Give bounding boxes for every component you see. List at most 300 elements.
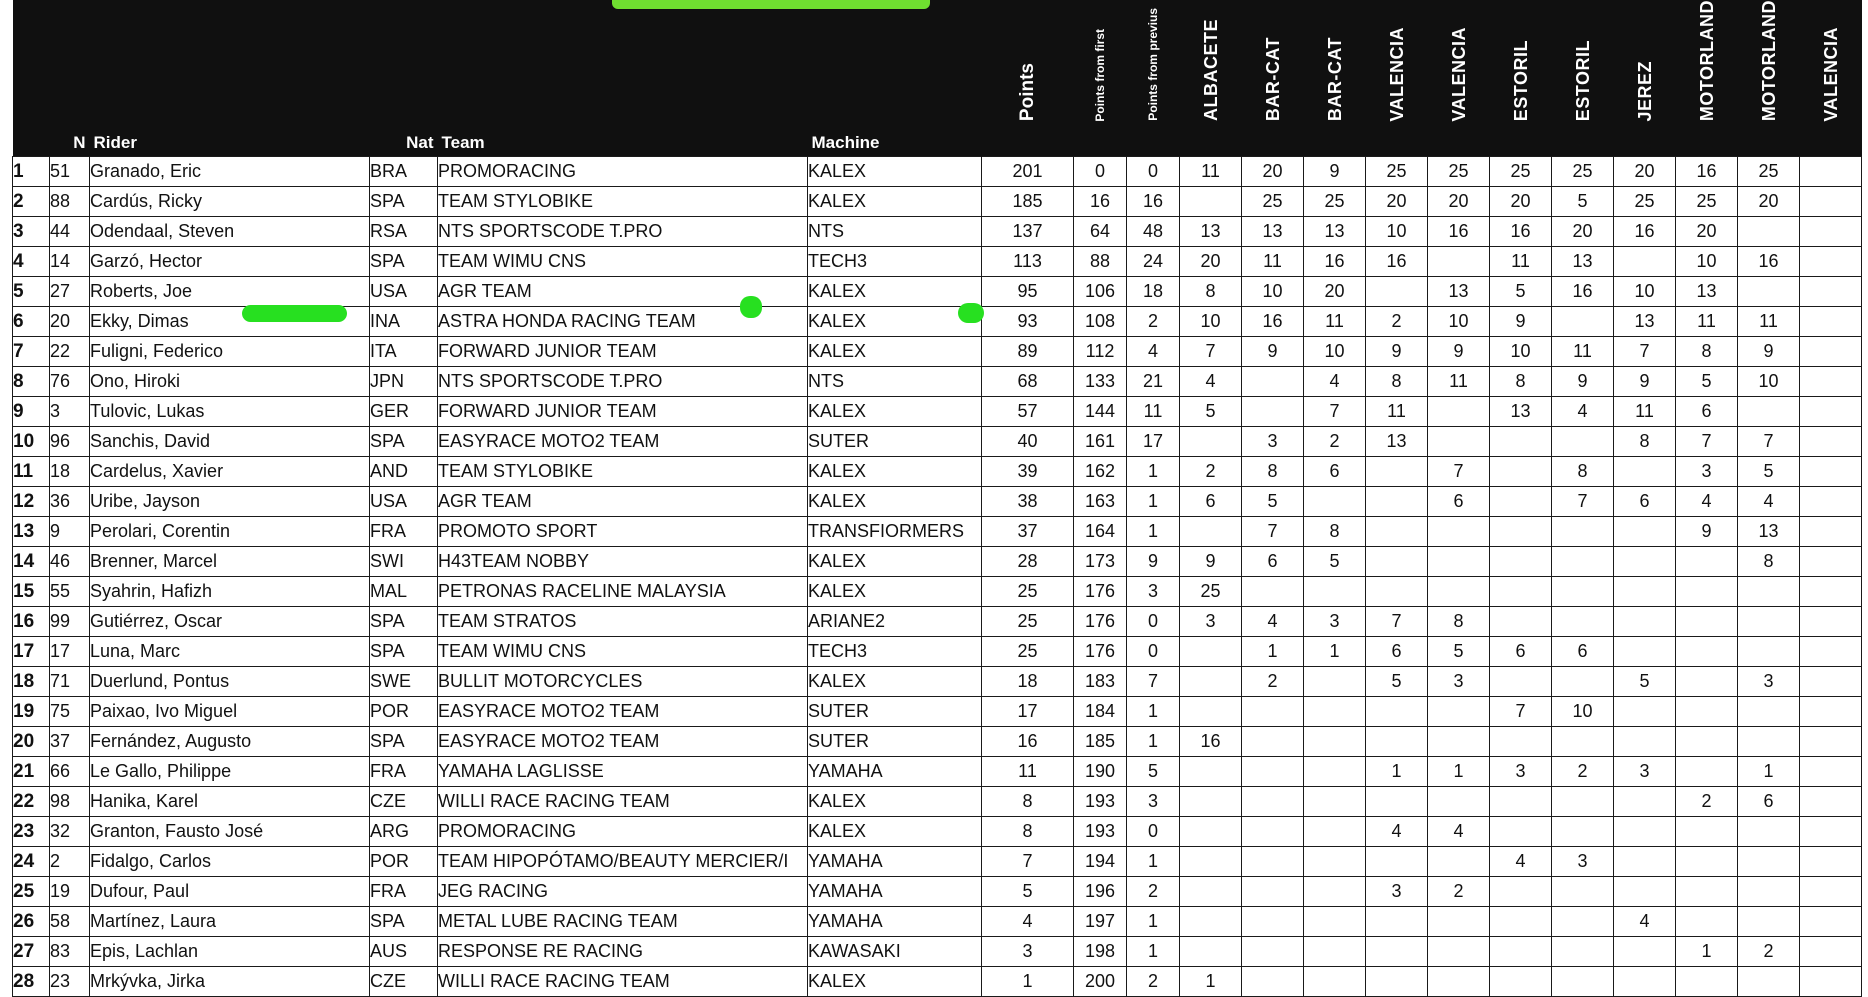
race-points-11 [1800,817,1862,847]
race-points-7 [1552,607,1614,637]
points-from-first: 184 [1074,697,1127,727]
race-points-2 [1242,697,1304,727]
rider-nationality: MAL [370,577,438,607]
race-points-8 [1614,787,1676,817]
rider-number: 22 [50,337,90,367]
rider-position: 28 [13,967,50,997]
race-points-10: 11 [1738,307,1800,337]
rider-number: 99 [50,607,90,637]
rider-nationality: SPA [370,727,438,757]
race-points-2 [1242,907,1304,937]
race-points-9 [1676,757,1738,787]
points-from-previous: 9 [1127,547,1180,577]
rider-position: 25 [13,877,50,907]
race-points-7: 10 [1552,697,1614,727]
race-points-10 [1738,607,1800,637]
race-points-10: 25 [1738,157,1800,187]
race-points-3: 5 [1304,547,1366,577]
rider-machine: KALEX [808,457,982,487]
race-points-9 [1676,847,1738,877]
race-points-5 [1428,937,1490,967]
race-points-5 [1428,547,1490,577]
points-from-previous: 1 [1127,907,1180,937]
points-from-first: 185 [1074,727,1127,757]
rider-number: 55 [50,577,90,607]
table-row [13,847,1862,877]
race-points-3 [1304,577,1366,607]
race-points-1 [1180,697,1242,727]
race-points-5 [1428,577,1490,607]
table-row [13,487,1862,517]
rider-nationality: SPA [370,637,438,667]
race-points-11 [1800,787,1862,817]
rider-number: 20 [50,307,90,337]
race-points-3 [1304,937,1366,967]
rider-name: Brenner, Marcel [90,547,370,577]
race-points-6: 11 [1490,247,1552,277]
race-points-10 [1738,967,1800,997]
race-points-6: 7 [1490,697,1552,727]
rider-nationality: JPN [370,367,438,397]
points-from-first: 176 [1074,577,1127,607]
header-spacer [13,0,982,130]
rider-number: 18 [50,457,90,487]
race-points-3: 16 [1304,247,1366,277]
race-points-11 [1800,337,1862,367]
race-points-8 [1614,967,1676,997]
race-points-8: 4 [1614,907,1676,937]
rider-machine: KALEX [808,157,982,187]
points-from-previous: 1 [1127,487,1180,517]
rider-nationality: BRA [370,157,438,187]
rider-machine: ARIANE2 [808,607,982,637]
header-points: Points [982,0,1074,130]
rider-points: 40 [982,427,1074,457]
rider-position: 23 [13,817,50,847]
rider-number: 58 [50,907,90,937]
race-points-7 [1552,307,1614,337]
race-points-8: 9 [1614,367,1676,397]
rider-name: Cardelus, Xavier [90,457,370,487]
race-points-10: 10 [1738,367,1800,397]
rider-position: 8 [13,367,50,397]
race-points-5 [1428,847,1490,877]
rider-machine: NTS [808,367,982,397]
race-points-3 [1304,697,1366,727]
race-points-2 [1242,397,1304,427]
rider-number: 46 [50,547,90,577]
race-points-7: 4 [1552,397,1614,427]
race-points-2 [1242,367,1304,397]
rider-points: 201 [982,157,1074,187]
rider-position: 26 [13,907,50,937]
race-points-9 [1676,727,1738,757]
race-points-11 [1800,517,1862,547]
rider-position: 22 [13,787,50,817]
rider-name: Fuligni, Federico [90,337,370,367]
race-points-4: 4 [1366,817,1428,847]
points-from-first: 200 [1074,967,1127,997]
race-points-5: 25 [1428,157,1490,187]
table-row [13,217,1862,247]
race-points-11 [1800,577,1862,607]
race-points-2: 6 [1242,547,1304,577]
race-points-10: 4 [1738,487,1800,517]
rider-number: 23 [50,967,90,997]
rider-team: TEAM WIMU CNS [438,247,808,277]
race-points-7 [1552,547,1614,577]
race-points-1: 16 [1180,727,1242,757]
race-points-4 [1366,787,1428,817]
rider-position: 12 [13,487,50,517]
points-from-previous: 2 [1127,307,1180,337]
race-points-5: 2 [1428,877,1490,907]
rider-position: 15 [13,577,50,607]
table-row [13,757,1862,787]
race-points-3: 9 [1304,157,1366,187]
race-points-4: 2 [1366,307,1428,337]
rider-position: 2 [13,187,50,217]
race-points-2 [1242,967,1304,997]
table-row [13,457,1862,487]
race-points-4 [1366,487,1428,517]
table-row [13,427,1862,457]
points-from-previous: 3 [1127,577,1180,607]
race-points-11 [1800,937,1862,967]
race-points-8: 10 [1614,277,1676,307]
race-points-11 [1800,697,1862,727]
rider-position: 18 [13,667,50,697]
table-row [13,277,1862,307]
points-from-previous: 4 [1127,337,1180,367]
table-row [13,817,1862,847]
race-points-2 [1242,877,1304,907]
race-points-9 [1676,577,1738,607]
race-points-6: 25 [1490,157,1552,187]
race-points-9: 3 [1676,457,1738,487]
header-race-1: ALBACETE [1180,0,1242,130]
race-points-7 [1552,787,1614,817]
race-points-3 [1304,787,1366,817]
rider-team: PROMORACING [438,157,808,187]
header-race-7: ESTORIL [1552,0,1614,130]
race-points-2: 9 [1242,337,1304,367]
rider-machine: TECH3 [808,637,982,667]
race-points-10 [1738,877,1800,907]
race-points-6 [1490,877,1552,907]
rider-number: 96 [50,427,90,457]
race-points-9 [1676,967,1738,997]
rider-name: Gutiérrez, Oscar [90,607,370,637]
race-points-9 [1676,907,1738,937]
race-points-1 [1180,427,1242,457]
race-points-4: 1 [1366,757,1428,787]
rider-nationality: POR [370,697,438,727]
race-points-1: 3 [1180,607,1242,637]
race-points-11 [1800,877,1862,907]
race-points-10 [1738,907,1800,937]
rider-machine: YAMAHA [808,847,982,877]
points-from-previous: 1 [1127,847,1180,877]
rider-number: 14 [50,247,90,277]
race-points-5: 1 [1428,757,1490,787]
rider-number: 3 [50,397,90,427]
points-from-previous: 16 [1127,187,1180,217]
rider-position: 24 [13,847,50,877]
race-points-6: 9 [1490,307,1552,337]
rider-number: 98 [50,787,90,817]
race-points-7: 11 [1552,337,1614,367]
points-from-first: 112 [1074,337,1127,367]
race-points-9: 2 [1676,787,1738,817]
rider-nationality: ITA [370,337,438,367]
rider-number: 51 [50,157,90,187]
rider-machine: KALEX [808,667,982,697]
rider-machine: KALEX [808,277,982,307]
race-points-1: 20 [1180,247,1242,277]
race-points-10 [1738,577,1800,607]
rider-team: WILLI RACE RACING TEAM [438,787,808,817]
rider-team: BULLIT MOTORCYCLES [438,667,808,697]
rider-nationality: FRA [370,757,438,787]
points-from-previous: 3 [1127,787,1180,817]
rider-name: Paixao, Ivo Miguel [90,697,370,727]
rider-team: PROMORACING [438,817,808,847]
race-points-6: 20 [1490,187,1552,217]
race-points-2: 7 [1242,517,1304,547]
race-points-8: 16 [1614,217,1676,247]
race-points-8: 13 [1614,307,1676,337]
rider-machine: KALEX [808,307,982,337]
race-points-2: 4 [1242,607,1304,637]
race-points-3 [1304,877,1366,907]
rider-position: 16 [13,607,50,637]
race-points-3: 10 [1304,337,1366,367]
race-points-7: 20 [1552,217,1614,247]
race-points-11 [1800,187,1862,217]
rider-name: Luna, Marc [90,637,370,667]
race-points-6 [1490,607,1552,637]
rider-nationality: SPA [370,907,438,937]
rider-name: Cardús, Ricky [90,187,370,217]
race-points-6: 16 [1490,217,1552,247]
race-points-1: 6 [1180,487,1242,517]
race-points-8 [1614,547,1676,577]
race-points-8: 3 [1614,757,1676,787]
rider-nationality: FRA [370,517,438,547]
race-points-4 [1366,727,1428,757]
header-machine: Machine [808,130,982,157]
race-points-7 [1552,667,1614,697]
rider-points: 25 [982,637,1074,667]
points-from-first: 190 [1074,757,1127,787]
race-points-1 [1180,187,1242,217]
race-points-8: 5 [1614,667,1676,697]
rider-name: Mrkývka, Jirka [90,967,370,997]
rider-position: 20 [13,727,50,757]
race-points-10: 1 [1738,757,1800,787]
rider-nationality: ARG [370,817,438,847]
race-points-10 [1738,277,1800,307]
points-from-first: 164 [1074,517,1127,547]
race-points-7 [1552,817,1614,847]
race-points-9: 25 [1676,187,1738,217]
race-points-1 [1180,637,1242,667]
header-race-4: VALENCIA [1366,0,1428,130]
table-row [13,607,1862,637]
rider-team: ASTRA HONDA RACING TEAM [438,307,808,337]
rider-machine: SUTER [808,427,982,457]
table-row [13,637,1862,667]
race-points-7: 7 [1552,487,1614,517]
race-points-6 [1490,517,1552,547]
race-points-1 [1180,877,1242,907]
rider-name: Fidalgo, Carlos [90,847,370,877]
rider-nationality: SPA [370,427,438,457]
points-from-previous: 48 [1127,217,1180,247]
rider-points: 25 [982,577,1074,607]
rider-name: Hanika, Karel [90,787,370,817]
points-from-first: 16 [1074,187,1127,217]
race-points-3: 7 [1304,397,1366,427]
points-from-previous: 11 [1127,397,1180,427]
race-points-2: 11 [1242,247,1304,277]
rider-nationality: SPA [370,187,438,217]
race-points-4: 20 [1366,187,1428,217]
rider-points: 4 [982,907,1074,937]
race-points-9: 6 [1676,397,1738,427]
race-points-3: 8 [1304,517,1366,547]
race-points-8 [1614,247,1676,277]
header-race-11: VALENCIA [1800,0,1862,130]
points-from-first: 108 [1074,307,1127,337]
race-points-6 [1490,457,1552,487]
race-points-8: 6 [1614,487,1676,517]
rider-nationality: AUS [370,937,438,967]
race-points-1: 25 [1180,577,1242,607]
rider-name: Sanchis, David [90,427,370,457]
rider-points: 93 [982,307,1074,337]
green-highlight-dot [740,296,762,318]
points-from-first: 162 [1074,457,1127,487]
race-points-5 [1428,697,1490,727]
points-from-previous: 0 [1127,817,1180,847]
race-points-10 [1738,217,1800,247]
rider-number: 83 [50,937,90,967]
points-from-previous: 1 [1127,697,1180,727]
rider-position: 17 [13,637,50,667]
race-points-4: 9 [1366,337,1428,367]
rider-points: 38 [982,487,1074,517]
race-points-10 [1738,397,1800,427]
header-pos [13,130,50,157]
rider-position: 13 [13,517,50,547]
race-points-7 [1552,517,1614,547]
race-points-3: 25 [1304,187,1366,217]
race-points-7: 9 [1552,367,1614,397]
race-points-1: 10 [1180,307,1242,337]
race-points-1: 8 [1180,277,1242,307]
green-highlight-dot [958,303,984,323]
header-race-8: JEREZ [1614,0,1676,130]
race-points-3: 2 [1304,427,1366,457]
race-points-4 [1366,577,1428,607]
points-from-previous: 1 [1127,457,1180,487]
rider-machine: YAMAHA [808,877,982,907]
race-points-3: 4 [1304,367,1366,397]
points-from-first: 197 [1074,907,1127,937]
rider-team: TEAM WIMU CNS [438,637,808,667]
rider-machine: TRANSFIORMERS [808,517,982,547]
race-points-8: 25 [1614,187,1676,217]
rider-number: 66 [50,757,90,787]
header-rider: Rider [90,130,370,157]
race-points-6 [1490,787,1552,817]
rider-team: WILLI RACE RACING TEAM [438,967,808,997]
table-row [13,787,1862,817]
points-from-previous: 2 [1127,967,1180,997]
race-points-8 [1614,607,1676,637]
rider-points: 5 [982,877,1074,907]
race-points-11 [1800,367,1862,397]
race-points-9 [1676,877,1738,907]
race-points-7: 25 [1552,157,1614,187]
race-points-7: 3 [1552,847,1614,877]
rider-number: 71 [50,667,90,697]
race-points-3: 11 [1304,307,1366,337]
rider-team: AGR TEAM [438,277,808,307]
race-points-7 [1552,967,1614,997]
rider-position: 19 [13,697,50,727]
race-points-2 [1242,757,1304,787]
rider-team: TEAM STYLOBIKE [438,187,808,217]
race-points-9 [1676,547,1738,577]
rider-position: 5 [13,277,50,307]
race-points-1: 7 [1180,337,1242,367]
points-from-first: 196 [1074,877,1127,907]
race-points-10: 3 [1738,667,1800,697]
rider-name: Syahrin, Hafizh [90,577,370,607]
race-points-5: 10 [1428,307,1490,337]
table-row [13,967,1862,997]
race-points-5: 11 [1428,367,1490,397]
rider-name: Tulovic, Lukas [90,397,370,427]
race-points-6 [1490,907,1552,937]
race-points-10 [1738,727,1800,757]
rider-name: Le Gallo, Philippe [90,757,370,787]
race-points-4 [1366,967,1428,997]
rider-points: 68 [982,367,1074,397]
header-n: N [50,130,90,157]
rider-team: METAL LUBE RACING TEAM [438,907,808,937]
points-from-first: 194 [1074,847,1127,877]
race-points-11 [1800,457,1862,487]
points-from-previous: 5 [1127,757,1180,787]
race-points-3 [1304,907,1366,937]
race-points-1: 11 [1180,157,1242,187]
header-points-from-first: Points from first [1074,0,1127,130]
rider-points: 37 [982,517,1074,547]
points-from-previous: 1 [1127,517,1180,547]
race-points-5: 13 [1428,277,1490,307]
race-points-7: 2 [1552,757,1614,787]
race-points-4: 11 [1366,397,1428,427]
race-points-8 [1614,697,1676,727]
race-points-6 [1490,967,1552,997]
race-points-10: 5 [1738,457,1800,487]
race-points-4 [1366,847,1428,877]
table-row [13,667,1862,697]
